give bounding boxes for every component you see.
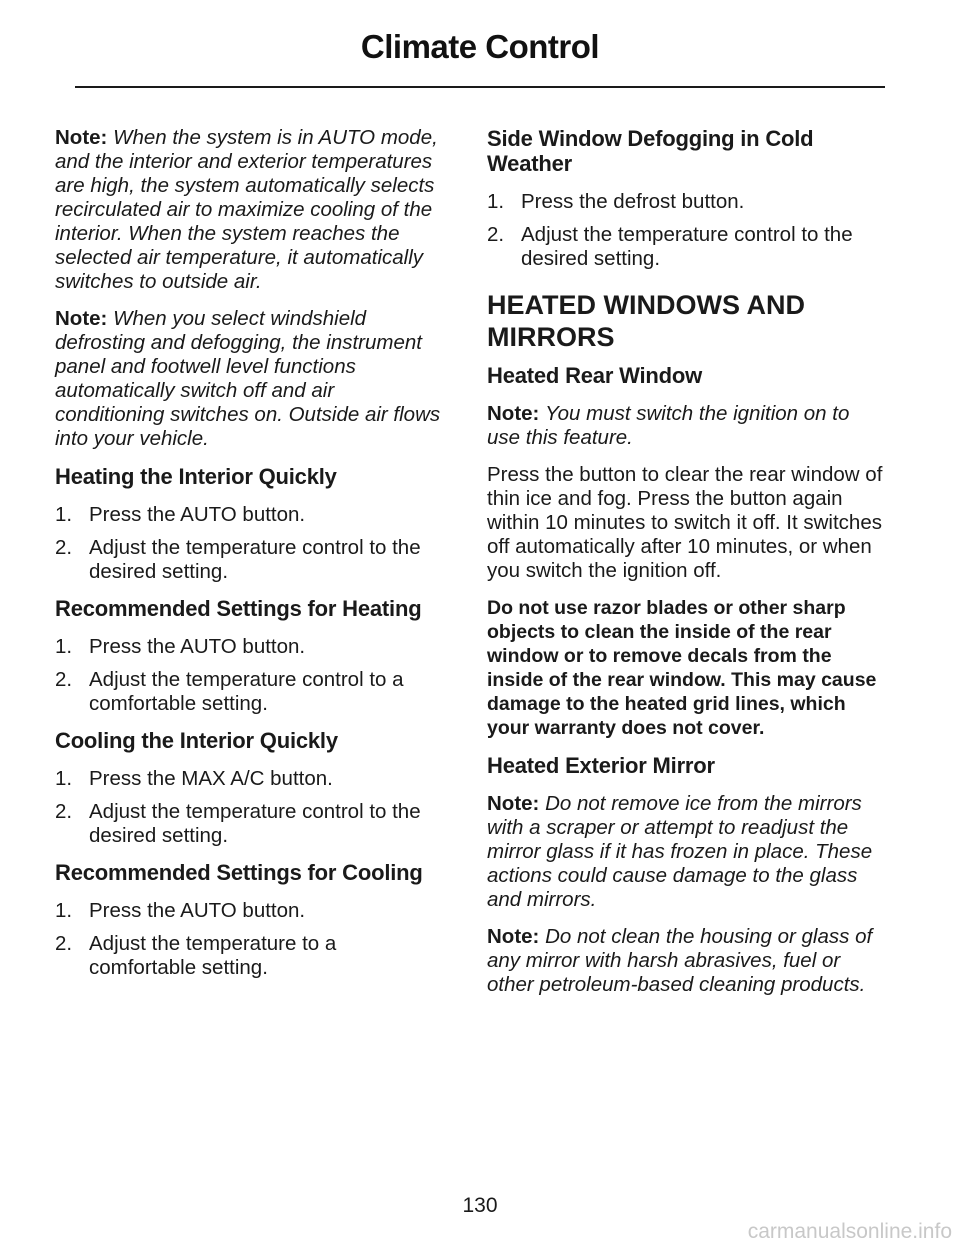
note-label: Note: xyxy=(487,402,540,425)
note-paragraph xyxy=(487,402,883,450)
note-text: Do not clean the housing or glass of any mirror with harsh abrasives, fuel or other petroleum-based cleaning products. xyxy=(487,925,873,996)
step-text: Adjust the temperature control to a comfortable setting. xyxy=(89,668,404,715)
step-text: Press the AUTO button. xyxy=(89,899,306,922)
step-number: 1. xyxy=(487,190,505,213)
list-item xyxy=(55,635,447,659)
step-text: Adjust the temperature to a comfortable setting. xyxy=(89,932,337,979)
note-text: When you select windshield defrosting and defogging, the instrument panel and footwell level functions automatically switch off and air conditioning switches on. Outside air flows into your vehicle. xyxy=(55,307,441,450)
section-heading: Cooling the Interior Quickly xyxy=(55,728,338,753)
step-number: 2. xyxy=(55,536,73,559)
note-paragraph xyxy=(55,126,447,294)
list-item xyxy=(487,190,883,214)
steps-list xyxy=(55,635,447,716)
list-item xyxy=(55,899,447,923)
section-heading: Side Window Defogging in Cold Weather xyxy=(487,126,814,176)
steps-list xyxy=(487,190,883,271)
step-text: Adjust the temperature control to the desired setting. xyxy=(89,800,421,847)
warning-paragraph: Do not use razor blades or other sharp objects to clean the inside of the rear window or to remove decals from the inside of the rear window. This may cause damage to the heated grid lines, which your warranty does not cover. xyxy=(487,597,877,739)
note-text: You must switch the ignition on to use this feature. xyxy=(487,402,850,449)
section-heading: Heated Rear Window xyxy=(487,363,703,388)
step-number: 2. xyxy=(55,668,73,691)
list-item xyxy=(55,536,447,584)
note-label: Note: xyxy=(487,925,540,948)
step-text: Press the AUTO button. xyxy=(89,635,306,658)
note-text: Do not remove ice from the mirrors with a scraper or attempt to readjust the mirror glass if it has frozen in place. These actions could cause damage to the glass and mirrors. xyxy=(487,792,873,911)
step-number: 2. xyxy=(55,932,73,955)
list-item xyxy=(55,767,447,791)
list-item xyxy=(55,800,447,848)
note-paragraph xyxy=(487,792,883,912)
header-divider xyxy=(75,86,885,88)
chapter-heading: HEATED WINDOWS AND MIRRORS xyxy=(487,290,805,352)
note-label: Note: xyxy=(55,126,108,149)
step-text: Press the defrost button. xyxy=(521,190,745,213)
list-item xyxy=(55,668,447,716)
step-number: 2. xyxy=(487,223,505,246)
body-paragraph: Press the button to clear the rear window of thin ice and fog. Press the button again within 10 minutes to switch it off. It switches off automatically after 10 minutes, or when you switch the ignition off. xyxy=(487,463,883,582)
step-number: 1. xyxy=(55,635,73,658)
note-paragraph xyxy=(55,307,447,451)
step-text: Press the MAX A/C button. xyxy=(89,767,333,790)
step-text: Adjust the temperature control to the desired setting. xyxy=(521,223,853,270)
section-heading: Recommended Settings for Cooling xyxy=(55,860,423,885)
list-item xyxy=(55,503,447,527)
section-heading: Heating the Interior Quickly xyxy=(55,464,337,489)
right-column xyxy=(487,126,883,1010)
step-number: 1. xyxy=(55,899,73,922)
step-number: 1. xyxy=(55,767,73,790)
left-column xyxy=(55,126,447,992)
list-item xyxy=(55,932,447,980)
section-heading: Recommended Settings for Heating xyxy=(55,596,422,621)
section-heading: Heated Exterior Mirror xyxy=(487,753,715,778)
note-label: Note: xyxy=(55,307,108,330)
note-label: Note: xyxy=(487,792,540,815)
list-item xyxy=(487,223,883,271)
step-number: 2. xyxy=(55,800,73,823)
steps-list xyxy=(55,503,447,584)
note-text: When the system is in AUTO mode, and the interior and exterior temperatures are high, the system automatically selects recirculated air to maximize cooling of the interior. When the system reaches the selected air temperature, it automatically switches to outside air. xyxy=(55,126,438,293)
step-text: Adjust the temperature control to the desired setting. xyxy=(89,536,421,583)
steps-list xyxy=(55,899,447,980)
page-title: Climate Control xyxy=(360,28,600,65)
note-paragraph xyxy=(487,925,883,997)
page-number: 130 xyxy=(462,1194,498,1217)
step-text: Press the AUTO button. xyxy=(89,503,306,526)
steps-list xyxy=(55,767,447,848)
step-number: 1. xyxy=(55,503,73,526)
watermark: carmanualsonline.info xyxy=(747,1220,952,1243)
